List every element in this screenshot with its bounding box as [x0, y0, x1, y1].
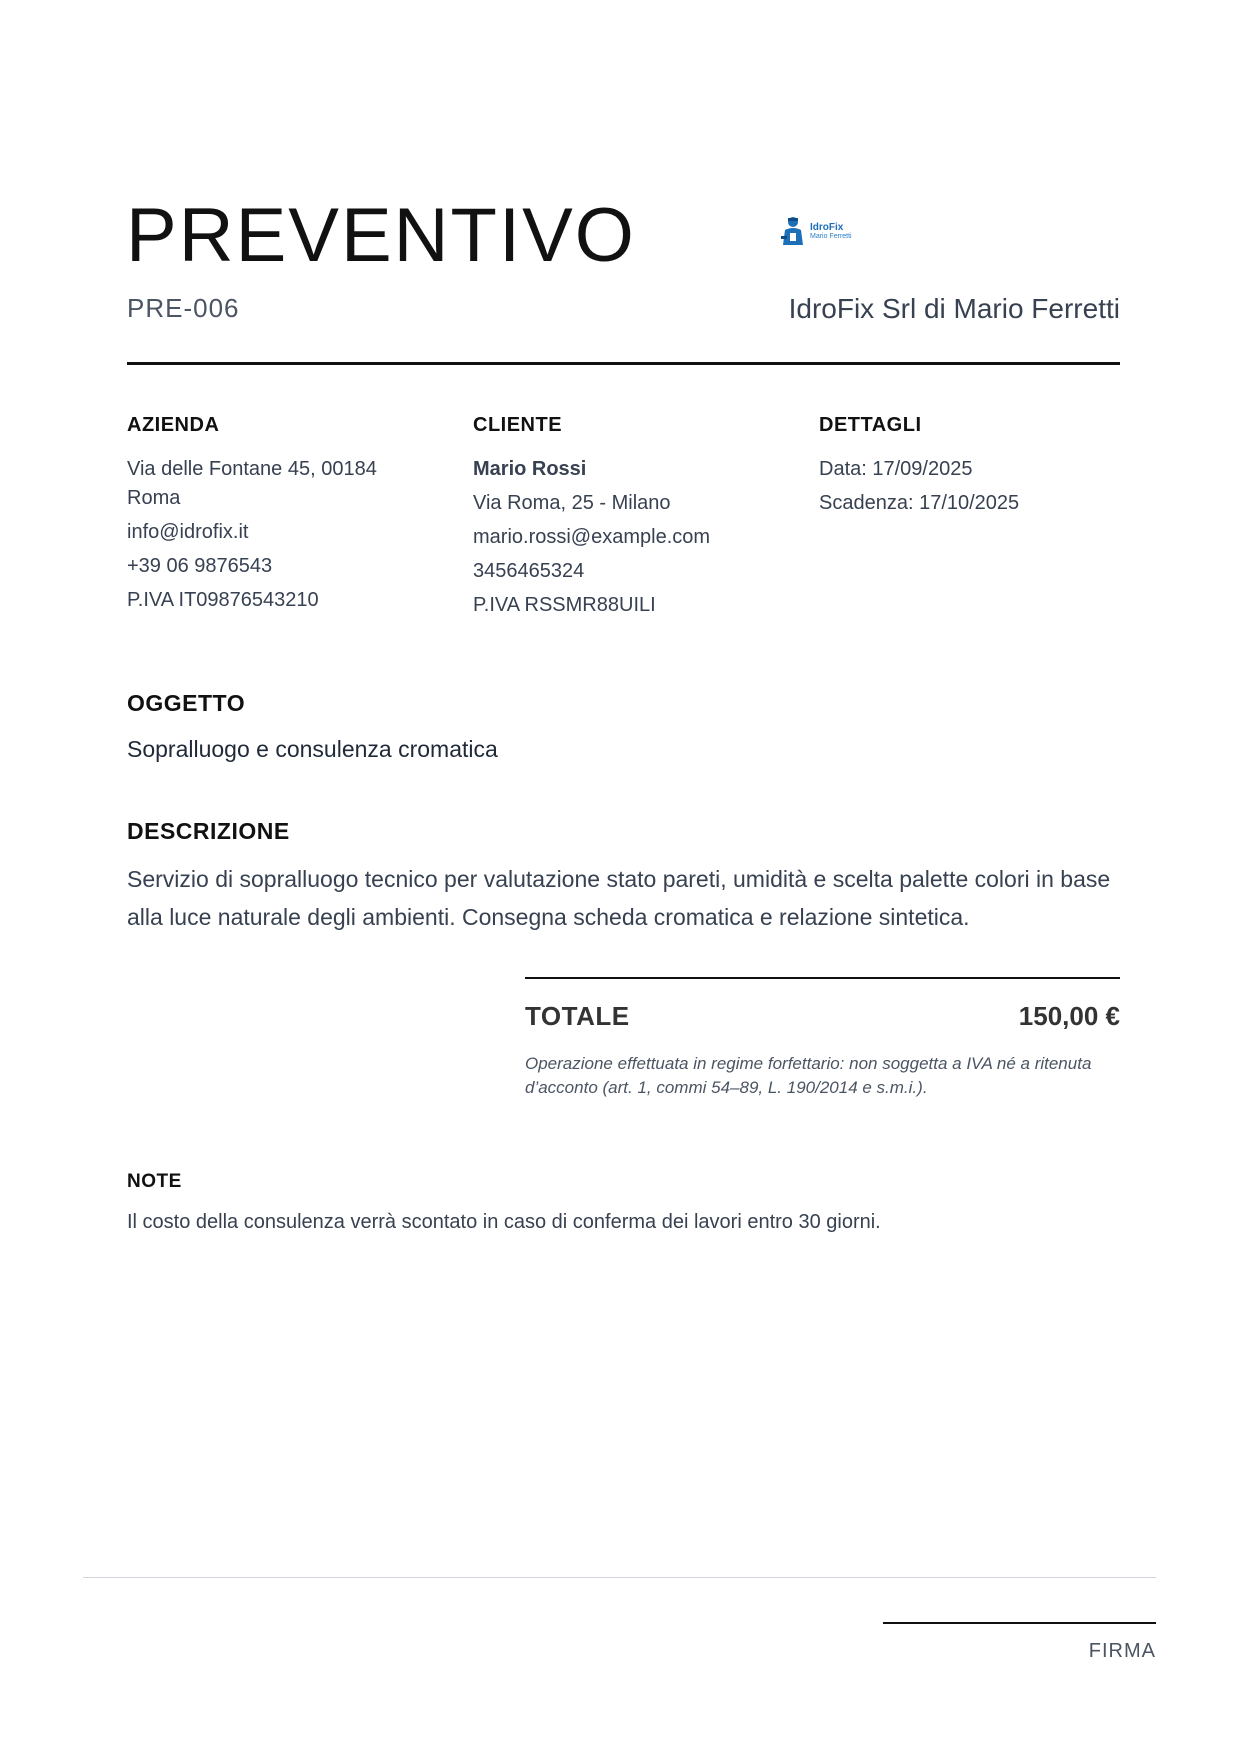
company-heading: AZIENDA [127, 414, 220, 436]
expiry-date: Scadenza: 17/10/2025 [819, 492, 1020, 514]
client-vat: P.IVA RSSMR88UILI [473, 594, 656, 616]
total-divider [525, 977, 1120, 979]
company-address [127, 455, 447, 513]
details-heading: DETTAGLI [819, 414, 922, 436]
client-info [473, 414, 793, 625]
client-heading: CLIENTE [473, 414, 563, 436]
client-name: Mario Rossi [473, 458, 587, 480]
description-text: Servizio di sopralluogo tecnico per valutazione stato pareti, umidità e scelta palette colori in base alla luce naturale degli ambienti. Consegna scheda cromatica e relazione sintetica. [127, 866, 1111, 930]
issue-date: Data: 17/09/2025 [819, 458, 973, 480]
subject-text: Sopralluogo e consulenza cromatica [127, 736, 498, 762]
company-address-line2: Roma [127, 487, 181, 509]
company-info [127, 414, 447, 620]
signature-label: FIRMA [1088, 1640, 1156, 1662]
company-email: info@idrofix.it [127, 521, 249, 543]
company-vat: P.IVA IT09876543210 [127, 589, 319, 611]
company-name: IdroFix Srl di Mario Ferretti [788, 293, 1120, 324]
total-value: 150,00 € [1018, 1001, 1120, 1031]
notes-heading: NOTE [127, 1171, 182, 1192]
logo-subtitle: Mario Ferretti [810, 232, 852, 240]
client-email: mario.rossi@example.com [473, 526, 711, 548]
company-logo [780, 216, 852, 246]
signature-line [883, 1622, 1156, 1624]
tax-note: Operazione effettuata in regime forfettario: non soggetta a IVA né a ritenuta d’acconto (art. 1, commi 54–89, L. 190/2014 e s.m.i.). [525, 1054, 1092, 1097]
company-address-line1: Via delle Fontane 45, 00184 [127, 458, 377, 480]
footer-divider [83, 1577, 1156, 1578]
document-number: PRE-006 [127, 293, 240, 323]
company-phone: +39 06 9876543 [127, 555, 273, 577]
logo-name: IdroFix [810, 221, 844, 233]
document-title: PREVENTIVO [126, 193, 636, 278]
description-heading: DESCRIZIONE [127, 818, 290, 844]
client-phone: 3456465324 [473, 560, 585, 582]
client-address: Via Roma, 25 - Milano [473, 492, 671, 514]
total-label: TOTALE [525, 1001, 630, 1031]
subject-heading: OGGETTO [127, 690, 246, 716]
header-divider [127, 362, 1120, 365]
notes-text: Il costo della consulenza verrà scontato in caso di conferma dei lavori entro 30 giorni. [127, 1211, 881, 1233]
details-info [819, 414, 1139, 523]
plumber-icon [780, 216, 806, 246]
